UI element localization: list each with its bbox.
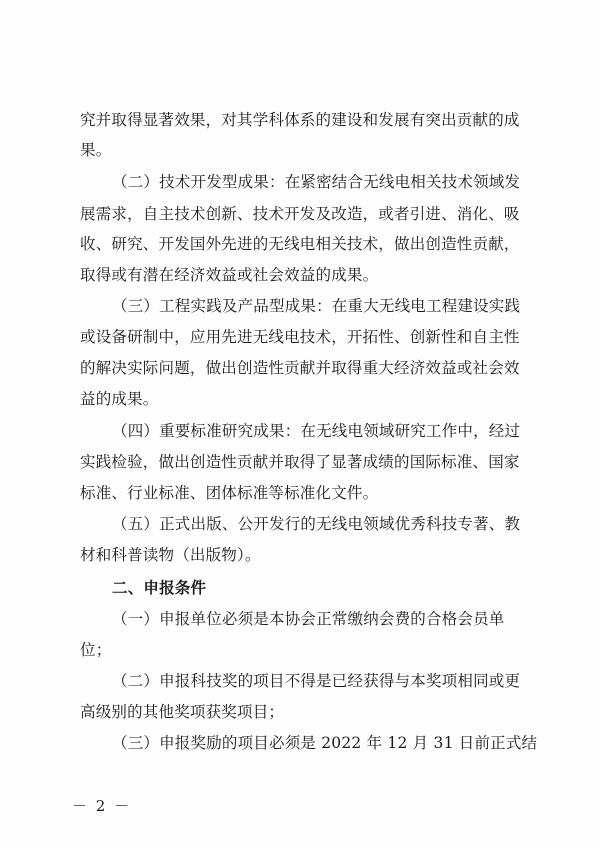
body-text-line: 益的成果。 (80, 390, 159, 408)
body-text-line: 收、研究、开发国外先进的无线电相关技术，做出创造性贡献， (80, 235, 520, 253)
page-number: － 2 － (72, 797, 132, 815)
body-text-line: 究并取得显著效果，对其学科体系的建设和发展有突出贡献的成 (80, 111, 520, 129)
body-text-line: 位； (80, 641, 112, 659)
paragraph-first-line: （三）工程实践及产品型成果：在重大无线电工程建设实践 (112, 297, 521, 315)
paragraph-first-line: （一）申报单位必须是本协会正常缴纳会费的合格会员单 (112, 610, 505, 628)
body-text-line: 果。 (80, 141, 112, 159)
body-text-line: 或设备研制中，应用先进无线电技术，开拓性、创新性和自主性 (80, 328, 520, 346)
body-text-line: 取得或有潜在经济效益或社会效益的成果。 (80, 266, 379, 284)
body-text-line: 高级别的其他奖项获奖项目； (80, 703, 285, 721)
section-heading: 二、申报条件 (112, 579, 207, 597)
body-text-line: 材和科普读物（出版物）。 (80, 546, 261, 564)
paragraph-first-line: （二）申报科技奖的项目不得是已经获得与本奖项相同或更 (112, 672, 521, 690)
body-text-line: 标准、行业标准、团体标准等标准化文件。 (80, 484, 379, 502)
paragraph-first-line: （二）技术开发型成果：在紧密结合无线电相关技术领域发 (112, 173, 521, 191)
paragraph-first-line: （四）重要标准研究成果：在无线电领域研究工作中，经过 (112, 422, 521, 440)
paragraph-first-line: （三）申报奖励的项目必须是 2022 年 12 月 31 日前正式结 (112, 734, 538, 752)
body-text-line: 展需求，自主技术创新、技术开发及改造，或者引进、消化、吸 (80, 205, 520, 223)
paragraph-first-line: （五）正式出版、公开发行的无线电领域优秀科技专著、教 (112, 515, 521, 533)
body-text-line: 的解决实际问题，做出创造性贡献并取得重大经济效益或社会效 (80, 359, 520, 377)
body-text-line: 实践检验，做出创造性贡献并取得了显著成绩的国际标准、国家 (80, 453, 520, 471)
